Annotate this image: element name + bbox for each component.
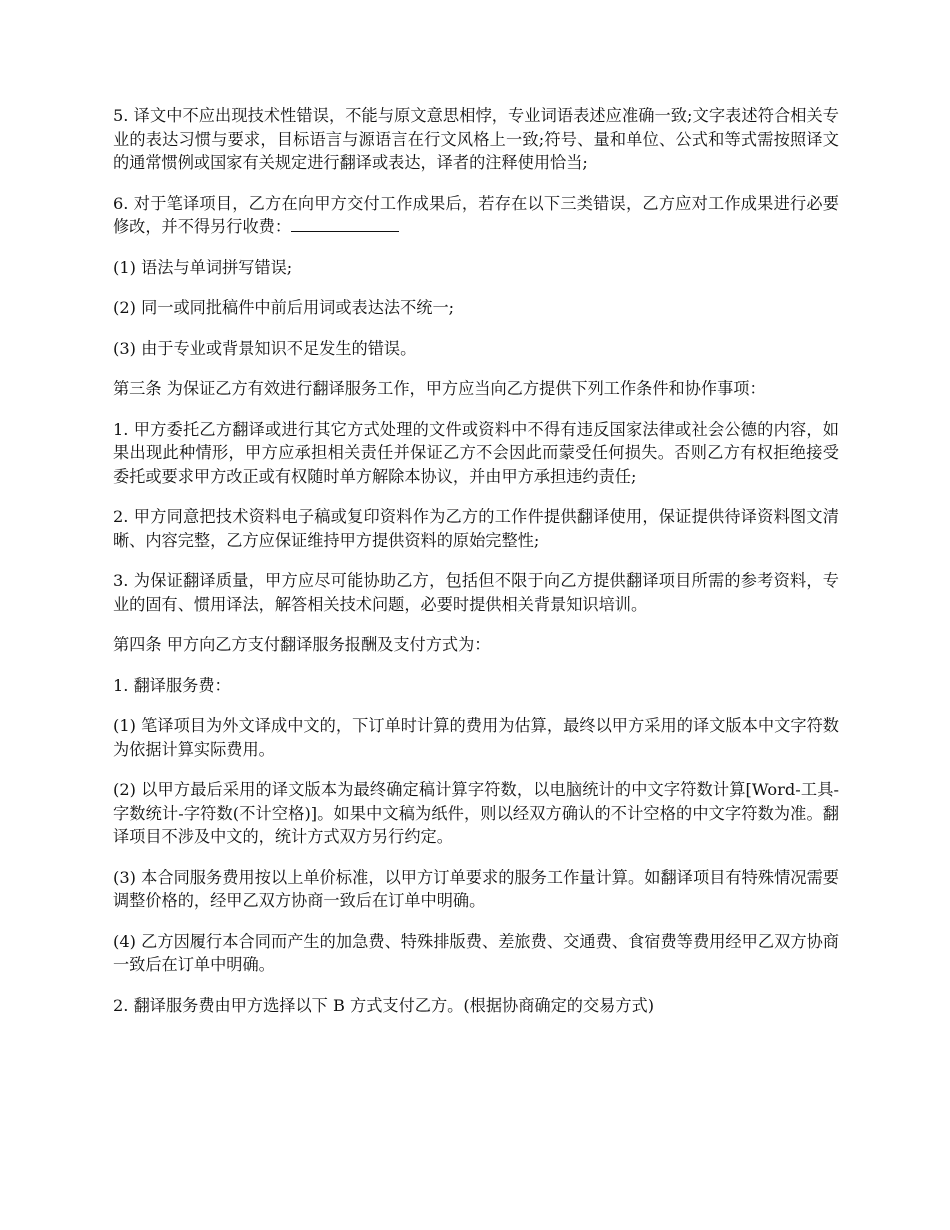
error-type-1: (1) 语法与单词拼写错误; bbox=[113, 257, 293, 277]
article-4-heading: 第四条 甲方向乙方支付翻译服务报酬及支付方式为： bbox=[113, 635, 491, 654]
article-3-heading: 第三条 为保证乙方有效进行翻译服务工作，甲方应当向乙方提供下列工作条件和协作事项： bbox=[113, 379, 766, 398]
clause-5-translation-accuracy: 5. 译文中不应出现技术性错误，不能与原文意思相悖，专业词语表述应准确一致;文字表述符合相关专业的表达习惯与要求，目标语言与源语言在行文风格上一致;符号、量和单位、公式和等式需按照译文的通常惯例或国家有关规定进行翻译或表达，译者的注释使用恰当; bbox=[113, 106, 839, 172]
article-3-item-3: 3. 为保证翻译质量，甲方应尽可能协助乙方，包括但不限于向乙方提供翻译项目所需的参考资料，专业的固有、惯用译法，解答相关技术问题，必要时提供相关背景知识培训。 bbox=[113, 571, 839, 614]
error-type-3: (3) 由于专业或背景知识不足发生的错误。 bbox=[113, 338, 417, 358]
payment-method: 2. 翻译服务费由甲方选择以下 B 方式支付乙方。(根据协商确定的交易方式) bbox=[113, 995, 655, 1015]
fill-in-blank-line bbox=[291, 217, 399, 232]
fee-item-2: (2) 以甲方最后采用的译文版本为最终确定稿计算字符数，以电脑统计的中文字符数计算[Word-工具-字数统计-字符数(不计空格)]。如果中文稿为纸件，则以经双方确认的不计空格的中文字符数为准。翻译项目不涉及中文的，统计方式双方另行约定。 bbox=[113, 780, 839, 846]
fee-item-1: (1) 笔译项目为外文译成中文的，下订单时计算的费用为估算，最终以甲方采用的译文版本中文字符数为依据计算实际费用。 bbox=[113, 716, 839, 759]
fee-item-4: (4) 乙方因履行本合同而产生的加急费、特殊排版费、差旅费、交通费、食宿费等费用经甲乙双方协商一致后在订单中明确。 bbox=[113, 931, 839, 974]
article-3-item-2: 2. 甲方同意把技术资料电子稿或复印资料作为乙方的工作件提供翻译使用，保证提供待译资料图文清晰、内容完整，乙方应保证维持甲方提供资料的原始完整性; bbox=[113, 507, 839, 550]
fee-item-3: (3) 本合同服务费用按以上单价标准，以甲方订单要求的服务工作量计算。如翻译项目有特殊情况需要调整价格的，经甲乙双方协商一致后在订单中明确。 bbox=[113, 867, 839, 910]
article-3-item-1: 1. 甲方委托乙方翻译或进行其它方式处理的文件或资料中不得有违反国家法律或社会公德的内容，如果出现此种情形，甲方应承担相关责任并保证乙方不会因此而蒙受任何损失。否则乙方有权拒绝接受委托或要求甲方改正或有权随时单方解除本协议，并由甲方承担违约责任; bbox=[113, 419, 839, 486]
clause-6-text: 6. 对于笔译项目，乙方在向甲方交付工作成果后，若存在以下三类错误，乙方应对工作成果进行必要修改，并不得另行收费： bbox=[113, 193, 839, 236]
fee-heading: 1. 翻译服务费： bbox=[113, 675, 231, 695]
error-type-2: (2) 同一或同批稿件中前后用词或表达法不统一; bbox=[113, 298, 455, 317]
clause-6-revision-paragraph bbox=[113, 192, 839, 239]
document-page bbox=[113, 104, 839, 1034]
